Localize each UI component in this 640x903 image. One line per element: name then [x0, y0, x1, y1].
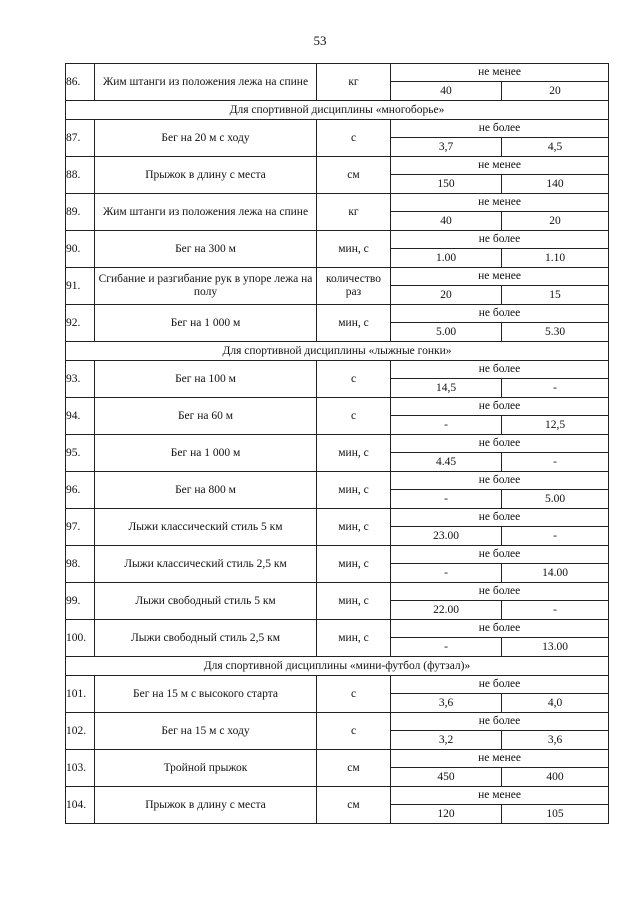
table-row — [66, 750, 609, 768]
value-group-1: 1.00 — [391, 249, 502, 268]
exercise-name: Сгибание и разгибание рук в упоре лежа на полу — [95, 268, 317, 305]
value-group-1: - — [391, 638, 502, 657]
row-number: 88. — [66, 157, 95, 194]
value-group-1: - — [391, 490, 502, 509]
condition-cell: не более — [391, 583, 609, 601]
value-group-1: 3,2 — [391, 731, 502, 750]
value-group-2: 4,5 — [502, 138, 609, 157]
exercise-name: Бег на 1 000 м — [95, 305, 317, 342]
unit-cell: мин, с — [317, 509, 391, 546]
table-row — [66, 157, 609, 175]
value-group-2: 105 — [502, 805, 609, 824]
row-number: 103. — [66, 750, 95, 787]
section-title: Для спортивной дисциплины «многоборье» — [66, 101, 609, 120]
value-group-2: 12,5 — [502, 416, 609, 435]
value-group-2: 4,0 — [502, 694, 609, 713]
value-group-2: 5.30 — [502, 323, 609, 342]
exercise-name: Прыжок в длину с места — [95, 157, 317, 194]
value-group-1: 40 — [391, 212, 502, 231]
value-group-2: - — [502, 527, 609, 546]
table-row — [66, 472, 609, 490]
condition-cell: не менее — [391, 787, 609, 805]
value-group-1: 22.00 — [391, 601, 502, 620]
row-number: 95. — [66, 435, 95, 472]
table-row — [66, 120, 609, 138]
unit-cell: см — [317, 787, 391, 824]
row-number: 96. — [66, 472, 95, 509]
row-number: 104. — [66, 787, 95, 824]
condition-cell: не более — [391, 620, 609, 638]
unit-cell: мин, с — [317, 546, 391, 583]
norms-table-body — [66, 64, 609, 824]
value-group-2: 400 — [502, 768, 609, 787]
value-group-2: 15 — [502, 286, 609, 305]
row-number: 92. — [66, 305, 95, 342]
table-row — [66, 620, 609, 638]
condition-cell: не более — [391, 398, 609, 416]
exercise-name: Лыжи классический стиль 2,5 км — [95, 546, 317, 583]
value-group-1: 4.45 — [391, 453, 502, 472]
unit-cell: мин, с — [317, 583, 391, 620]
unit-cell: см — [317, 750, 391, 787]
table-row — [66, 231, 609, 249]
value-group-1: 23.00 — [391, 527, 502, 546]
condition-cell: не более — [391, 509, 609, 527]
condition-cell: не менее — [391, 194, 609, 212]
exercise-name: Бег на 1 000 м — [95, 435, 317, 472]
row-number: 99. — [66, 583, 95, 620]
unit-cell: с — [317, 361, 391, 398]
value-group-2: - — [502, 379, 609, 398]
condition-cell: не менее — [391, 64, 609, 82]
unit-cell: мин, с — [317, 231, 391, 268]
unit-cell: с — [317, 676, 391, 713]
condition-cell: не более — [391, 472, 609, 490]
exercise-name: Бег на 800 м — [95, 472, 317, 509]
unit-cell: кг — [317, 64, 391, 101]
table-row — [66, 583, 609, 601]
value-group-1: 5.00 — [391, 323, 502, 342]
value-group-1: 40 — [391, 82, 502, 101]
table-row — [66, 268, 609, 286]
row-number: 97. — [66, 509, 95, 546]
table-row — [66, 194, 609, 212]
unit-cell: см — [317, 157, 391, 194]
exercise-name: Жим штанги из положения лежа на спине — [95, 194, 317, 231]
exercise-name: Бег на 300 м — [95, 231, 317, 268]
row-number: 94. — [66, 398, 95, 435]
row-number: 100. — [66, 620, 95, 657]
value-group-1: 150 — [391, 175, 502, 194]
table-row — [66, 676, 609, 694]
row-number: 89. — [66, 194, 95, 231]
value-group-1: 3,6 — [391, 694, 502, 713]
unit-cell: количество раз — [317, 268, 391, 305]
exercise-name: Бег на 60 м — [95, 398, 317, 435]
row-number: 90. — [66, 231, 95, 268]
section-header-row — [66, 342, 609, 361]
table-row — [66, 361, 609, 379]
value-group-2: - — [502, 453, 609, 472]
unit-cell: мин, с — [317, 472, 391, 509]
condition-cell: не более — [391, 435, 609, 453]
unit-cell: мин, с — [317, 305, 391, 342]
exercise-name: Лыжи свободный стиль 2,5 км — [95, 620, 317, 657]
condition-cell: не менее — [391, 268, 609, 286]
value-group-1: - — [391, 416, 502, 435]
table-row — [66, 305, 609, 323]
row-number: 98. — [66, 546, 95, 583]
row-number: 102. — [66, 713, 95, 750]
unit-cell: кг — [317, 194, 391, 231]
exercise-name: Бег на 15 м с ходу — [95, 713, 317, 750]
value-group-2: 3,6 — [502, 731, 609, 750]
section-title: Для спортивной дисциплины «лыжные гонки» — [66, 342, 609, 361]
value-group-2: 14.00 — [502, 564, 609, 583]
value-group-1: 450 — [391, 768, 502, 787]
section-title: Для спортивной дисциплины «мини-футбол (футзал)» — [66, 657, 609, 676]
table-row — [66, 64, 609, 82]
row-number: 101. — [66, 676, 95, 713]
page-number: 53 — [313, 33, 327, 48]
condition-cell: не менее — [391, 750, 609, 768]
value-group-2: 20 — [502, 82, 609, 101]
value-group-2: 20 — [502, 212, 609, 231]
table-row — [66, 787, 609, 805]
exercise-name: Бег на 20 м с ходу — [95, 120, 317, 157]
value-group-2: 5.00 — [502, 490, 609, 509]
exercise-name: Бег на 100 м — [95, 361, 317, 398]
condition-cell: не более — [391, 676, 609, 694]
row-number: 86. — [66, 64, 95, 101]
condition-cell: не более — [391, 120, 609, 138]
value-group-1: 14,5 — [391, 379, 502, 398]
value-group-2: - — [502, 601, 609, 620]
value-group-1: 3,7 — [391, 138, 502, 157]
condition-cell: не более — [391, 361, 609, 379]
table-row — [66, 509, 609, 527]
norms-table — [65, 63, 609, 824]
unit-cell: мин, с — [317, 620, 391, 657]
exercise-name: Жим штанги из положения лежа на спине — [95, 64, 317, 101]
condition-cell: не менее — [391, 157, 609, 175]
unit-cell: с — [317, 398, 391, 435]
condition-cell: не более — [391, 713, 609, 731]
table-row — [66, 398, 609, 416]
value-group-1: 20 — [391, 286, 502, 305]
condition-cell: не более — [391, 546, 609, 564]
exercise-name: Лыжи свободный стиль 5 км — [95, 583, 317, 620]
table-row — [66, 713, 609, 731]
table-row — [66, 546, 609, 564]
unit-cell: с — [317, 713, 391, 750]
condition-cell: не более — [391, 231, 609, 249]
value-group-1: - — [391, 564, 502, 583]
table-row — [66, 435, 609, 453]
exercise-name: Бег на 15 м с высокого старта — [95, 676, 317, 713]
exercise-name: Лыжи классический стиль 5 км — [95, 509, 317, 546]
exercise-name: Прыжок в длину с места — [95, 787, 317, 824]
unit-cell: мин, с — [317, 435, 391, 472]
row-number: 91. — [66, 268, 95, 305]
exercise-name: Тройной прыжок — [95, 750, 317, 787]
section-header-row — [66, 101, 609, 120]
unit-cell: с — [317, 120, 391, 157]
value-group-2: 1.10 — [502, 249, 609, 268]
row-number: 93. — [66, 361, 95, 398]
value-group-2: 13.00 — [502, 638, 609, 657]
row-number: 87. — [66, 120, 95, 157]
value-group-1: 120 — [391, 805, 502, 824]
value-group-2: 140 — [502, 175, 609, 194]
section-header-row — [66, 657, 609, 676]
condition-cell: не более — [391, 305, 609, 323]
